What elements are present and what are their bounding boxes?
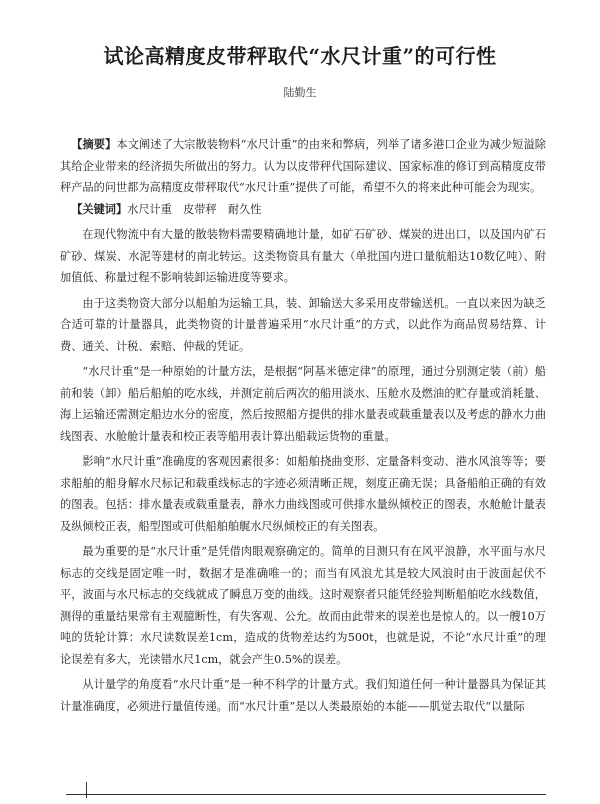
body-paragraph: 由于这类物资大部分以船舶为运输工具，装、卸输送大多采用皮带输送机。一直以来因为缺乏合适可靠的计量器具，此类物资的计量普遍采用“水尺计重”的方式，以此作为商品贸易结算、计费、通关、计税、索赔、仲裁的凭证。 [60,296,546,353]
footer-rule [66,794,546,795]
abstract-label: 【摘要】 [71,137,117,151]
keywords-text: 水尺计重 皮带秤 耐久性 [127,202,262,216]
body-paragraph: 影响“水尺计重”准确度的客观因素很多：如船舶挠曲变形、定量备料变动、港水风浪等等；要求船舶的船身解水尺标记和载重线标志的字迹必须清晰正规，刻度正确无误；具备船舶正确的有效的图表。包括：排水量表或载重量表，静水力曲线图或可供排水量纵倾校正的图表，水舱舱计量表及纵倾校正表，船型图或可供船舶舶艉水尺纵倾校正的有关图表。 [60,455,546,533]
body-paragraph: 从计量学的角度看“水尺计重”是一种不科学的计量方式。我们知道任何一种计量器具为保证其计量准确度，必须进行量值传递。而“水尺计重”是以人类最原始的本能——肌觉去取代“以量际 [60,678,546,713]
paper-title: 试论高精度皮带秤取代“水尺计重”的可行性 [103,44,497,68]
body-paragraph: “水尺计重”是一种原始的计量方法，是根据“阿基米德定律”的原理，通过分别测定装（前）船前和装（卸）船后船舶的吃水线，并测定前后两次的船用淡水、压舱水及燃油的贮存量或消耗量、海上运输还需测定船边水分的密度，然后按照船方提供的排水量表或载重量表以及考虑的静水力曲线图表、水舱舱计量表和校正表等船用表计算出船载运货物的重量。 [60,365,546,443]
keywords-label: 【关键词】 [71,201,128,216]
abstract [60,134,546,199]
body-paragraph: 在现代物流中有大量的散装物料需要精确地计量，如矿石矿砂、煤炭的进出口，以及国内矿石矿砂、煤炭、水泥等建材的南北转运。这类物资具有量大（单批国内进口量航船达10数亿吨）、附加值低、称量过程不影响装卸运输进度等要求。 [60,228,546,284]
paper-body [60,134,546,717]
keywords [60,199,546,221]
footer-tick [86,782,87,798]
body-paragraph: 最为重要的是“水尺计重”是凭借肉眼观察确定的。简单的目测只有在风平浪静，水平面与水尺标志的交线是固定唯一时，数据才是准确唯一的；而当有风浪尤其是较大风浪时由于波面起伏不平，波面与水尺标志的交线就成了瞬息万变的曲线。这时观察者只能凭经验判断船舶吃水线数值，测得的重量结果常有主观臆断性，有失客观、公允。故而由此带来的误差也是惊人的。以一艘10万吨的货轮计算：水尺读数误差1cm，造成的货物差达约为500t，也就是说，不论“水尺计重”的理论误差有多大，光读错水尺1cm，就会产生0.5%的误差。 [60,545,546,666]
abstract-text: 本文阐述了大宗散装物料“水尺计重”的由来和弊病，列举了诸多港口企业为减少短溢除其给企业带来的经济损失所做出的努力。认为以皮带秤代国际建议、国家标准的修订到高精度皮带秤产品的问世都为高精度皮带秤取代“水尺计重”提供了可能，希望不久的将来此种可能会为现实。 [60,138,546,194]
author-name: 陆勤生 [283,86,317,99]
